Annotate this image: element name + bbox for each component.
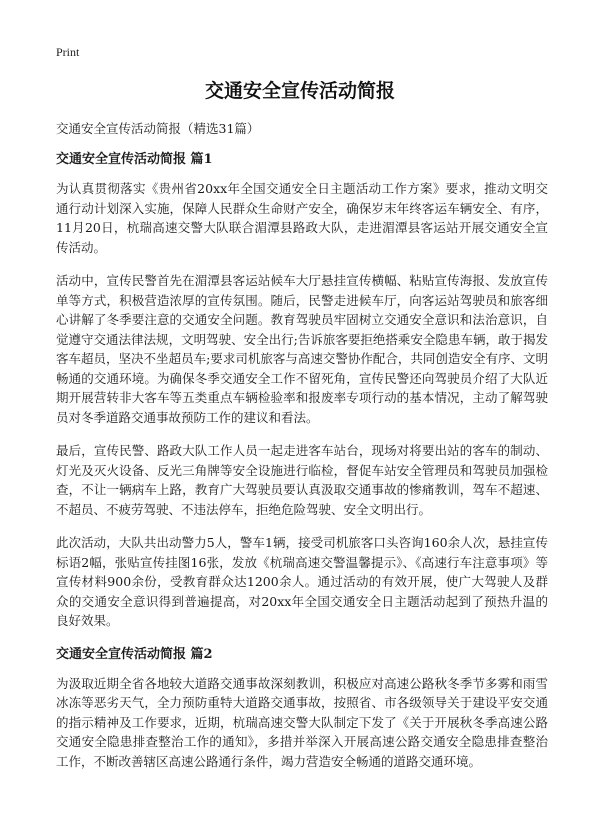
section-heading-2: 交通安全宣传活动简报 篇2 (56, 646, 213, 662)
document-subtitle: 交通安全宣传活动简报（精选31篇） (56, 121, 260, 136)
section-1-paragraph-4: 此次活动，大队共出动警力5人，警车1辆，接受司机旅客口头咨询160余人次，悬挂宣传标语2幅，张贴宣传挂图16张，发放《杭瑞高速交警温馨提示》、《高速行车注意事项》等宣传材料900余份，受教育群众达1200余人。通过活动的有效开展，使广大驾驶人及群众的交通安全意识得到普遍提高，对20xx年全国交通安全日主题活动起到了预热升温的良好效果。 (56, 535, 548, 628)
section-heading-1: 交通安全宣传活动简报 篇1 (56, 152, 213, 167)
print-link[interactable]: Print (56, 45, 80, 59)
page-title: 交通安全宣传活动简报 (204, 80, 395, 102)
article-body (56, 150, 548, 785)
section-1-paragraph-3: 最后，宣传民警、路政大队工作人员一起走进客车站台，现场对将要出站的客车的制动、灯光及灭火设备、反光三角牌等安全设施进行临检，督促车站安全管理员和驾驶员加强检查，不让一辆病车上路，教育广大驾驶员要认真汲取交通事故的惨痛教训，驾车不超速、不超员、不疲劳驾驶、不违法停车，拒绝危险驾驶、安全文明出行。 (56, 443, 548, 517)
section-2-paragraph-1: 为汲取近期全省各地较大道路交通事故深刻教训，积极应对高速公路秋冬季节多雾和雨雪冰冻等恶劣天气，全力预防重特大道路交通事故，按照省、市各级领导关于建设平安交通的指示精神及工作要求，近期，杭瑞高速交警大队制定下发了《关于开展秋冬季高速公路交通安全隐患排查整治工作的通知》，多措并举深入开展高速公路交通安全隐患排查整治工作，不断改善辖区高速公路通行条件，竭力营造安全畅通的道路交通环境。 (56, 675, 548, 769)
section-1-paragraph-1: 为认真贯彻落实《贵州省20xx年全国交通安全日主题活动工作方案》要求，推动文明交通行动计划深入实施，保障人民群众生命财产安全，确保岁末年终客运车辆安全、有序，11月20日，杭瑞高速交警大队联合湄潭县路政大队，走进湄潭县客运站开展交通安全宣传活动。 (56, 181, 548, 255)
section-1-paragraph-2: 活动中，宣传民警首先在湄潭县客运站候车大厅悬挂宣传横幅、粘贴宣传海报、发放宣传单等方式，积极营造浓厚的宣传氛围。随后，民警走进候车厅，向客运站驾驶员和旅客细心讲解了冬季要注意的交通安全问题。教育驾驶员牢固树立交通安全意识和法治意识，自觉遵守交通法律法规，文明驾驶、安全出行;告诉旅客要拒绝搭乘安全隐患车辆，敢于揭发客车超员，坚决不坐超员车;要求司机旅客与高速交警协作配合，共同创造安全有序、文明畅通的交通环境。为确保冬季交通安全工作不留死角，宣传民警还向驾驶员介绍了大队近期开展营转非大客车等五类重点车辆检验率和报废率专项行动的基本情况，主动了解驾驶员对冬季道路交通事故预防工作的建议和看法。 (56, 273, 548, 425)
